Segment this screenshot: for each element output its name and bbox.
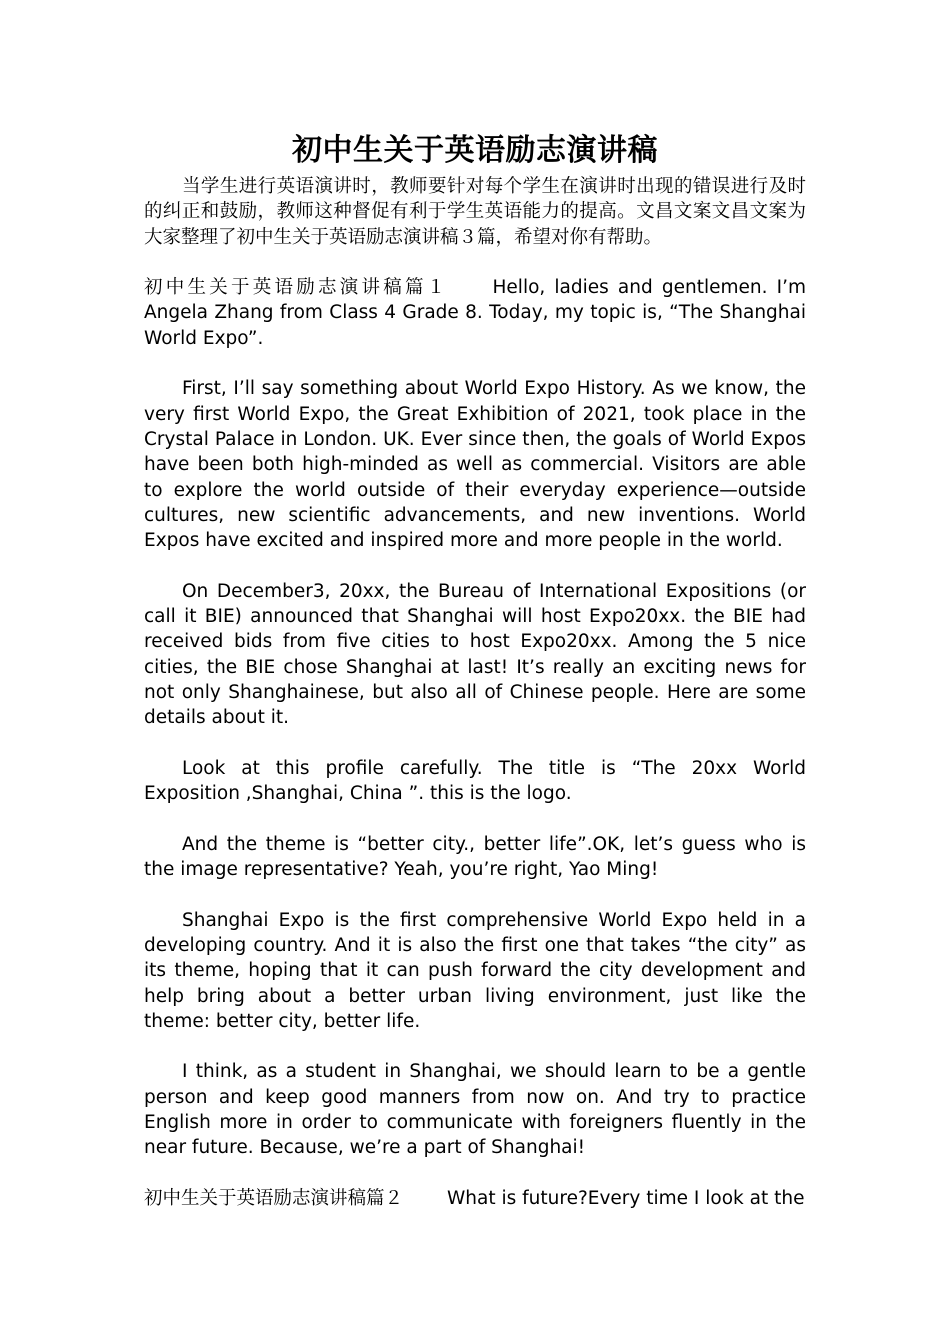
- body-paragraph-history: First, I’ll say something about World Expo History. As we know, the very first World Expo, the Great Exhibition of 2021, took place in the Crystal Palace in London. UK. Ever since then, the goals of World Expos have been both high-minded as well as commercial. Visitors are able to explore the world outside of their everyday experience—outside cultures, new scientific advancements, and new inventions. World Expos have excited and inspired more and more people in the world.: [144, 378, 806, 552]
- body-paragraph-bie: On December3, 20xx, the Bureau of International Expositions (or call it BIE) announced that Shanghai will host Expo20xx. the BIE had received bids from five cities to host Expo20xx. Among the 5 nice cities, the BIE chose Shanghai at last! It’s really an exciting news for not only Shanghainese, but also all of Chinese people. Here are some details about it.: [144, 580, 806, 729]
- body-paragraph-comprehensive: Shanghai Expo is the first comprehensive World Expo held in a developing country. And it is also the first one that takes “the city” as its theme, hoping that it can push forward the city development and help bring about a better urban living environment, just like the theme: better city, better life.: [144, 909, 806, 1032]
- body-paragraph-student: I think, as a student in Shanghai, we should learn to be a gentle person and keep good manners from now on. And try to practice English more in order to communicate with foreigners fluently in the near future. Because, we’re a part of Shanghai!: [144, 1061, 806, 1159]
- intro-paragraph: 当学生进行英语演讲时，教师要针对每个学生在演讲时出现的错误进行及时的纠正和鼓励，教师这种督促有利于学生英语能力的提高。文昌文案文昌文案为大家整理了初中生关于英语励志演讲稿３篇，希望对你有帮助。: [144, 176, 806, 248]
- body-paragraph-profile: Look at this profile carefully. The title is “The 20xx World Exposition ,Shanghai, China ”. this is the logo.: [144, 757, 806, 805]
- document-title: 初中生关于英语励志演讲稿: [292, 133, 658, 168]
- section-2-paragraph: [144, 1186, 806, 1211]
- section-1-heading: 初中生关于英语励志演讲稿篇１: [144, 277, 449, 299]
- section-2-text: What is future?Every time I look at the: [447, 1187, 805, 1209]
- document-page: [144, 128, 806, 1211]
- body-paragraph-theme: And the theme is “better city., better life”.OK, let’s guess who is the image representative? Yeah, you’re right, Yao Ming!: [144, 833, 806, 881]
- section-1-text: Hello, ladies and gentlemen. I’m Angela Zhang from Class 4 Grade 8. Today, my topic is, “The Shanghai World Expo”.: [144, 277, 806, 349]
- section-2-heading: 初中生关于英语励志演讲稿篇２: [144, 1187, 404, 1209]
- section-1-paragraph: [144, 275, 806, 351]
